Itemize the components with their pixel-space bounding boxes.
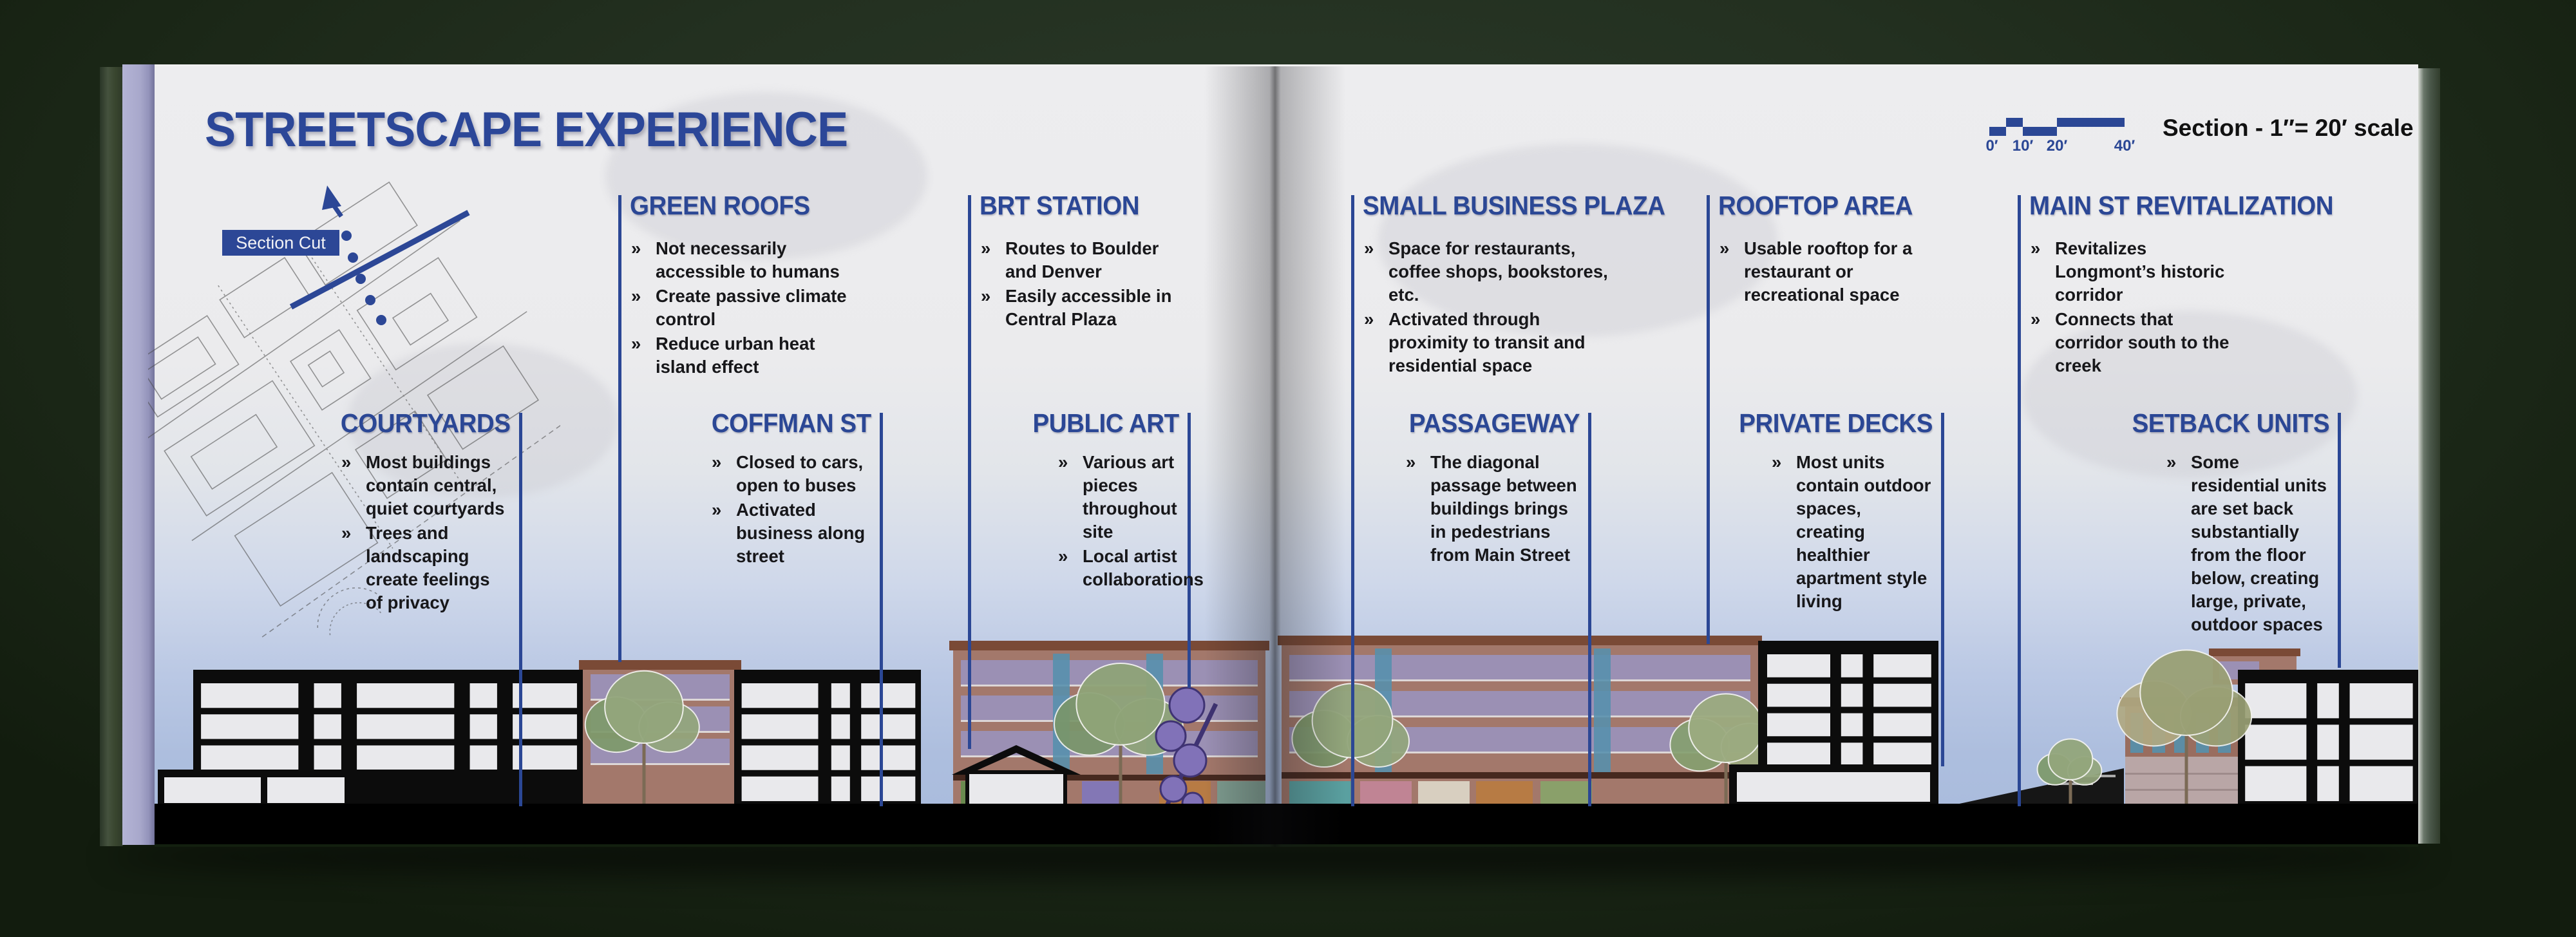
bullet-text: Some residential units are set back substantially from the floor below, creating large, private, outdoor spaces: [2191, 452, 2327, 634]
section-title: SETBACK UNITS: [2132, 408, 2329, 438]
bullet-item: [630, 237, 868, 283]
bullet-text: Usable rooftop for a restaurant or recreational space: [1744, 238, 1913, 305]
section-title: COFFMAN ST: [712, 408, 871, 438]
section-title: SMALL BUSINESS PLAZA: [1363, 191, 1665, 220]
bullet-text: Trees and landscaping create feelings of privacy: [366, 523, 490, 612]
bullet-item: [980, 237, 1173, 283]
section-bullet-list: [980, 237, 1173, 331]
section-title: COURTYARDS: [341, 408, 511, 438]
bullet-marker: »: [1719, 238, 1730, 258]
bullet-text: Local artist collaborations: [1083, 546, 1204, 589]
section-column-setback-units: [2132, 408, 2329, 638]
section-cut-label: Section Cut: [222, 230, 339, 256]
bullet-marker: »: [631, 238, 641, 258]
bullet-marker: »: [631, 334, 641, 354]
section-column-coffman-st: [710, 408, 871, 569]
section-title: PASSAGEWAY: [1408, 408, 1580, 438]
tick-40: 40′: [2114, 137, 2136, 155]
section-bullet-list: [630, 237, 868, 379]
bullet-text: Reduce urban heat island effect: [656, 334, 815, 377]
tick-20: 20′: [2046, 137, 2068, 155]
section-bullet-list: [1405, 451, 1580, 567]
scale-tick-labels: [1985, 137, 2137, 155]
page-title: STREETSCAPE EXPERIENCE: [205, 102, 848, 157]
bullet-text: Routes to Boulder and Denver: [1005, 238, 1159, 281]
section-leader-line: [2338, 413, 2341, 668]
section-leader-line: [1351, 195, 1354, 806]
section-leader-line: [880, 413, 883, 806]
section-bullet-list: [340, 451, 511, 614]
section-leader-line: [1941, 413, 1944, 766]
page-edges-left: [100, 67, 123, 846]
section-leader-line: [2018, 195, 2021, 806]
section-leader-line: [1188, 413, 1191, 688]
bullet-item: [2029, 308, 2232, 377]
section-column-rooftop-area: [1718, 191, 1944, 308]
bullet-marker: »: [981, 286, 991, 306]
bullet-item: [1363, 237, 1620, 307]
page-edges-right: [2418, 68, 2440, 844]
bullet-item: [340, 451, 511, 520]
scale-caption: Section - 1″= 20′ scale: [2163, 115, 2414, 141]
section-title: PUBLIC ART: [1032, 408, 1179, 438]
bullet-item: [980, 285, 1173, 331]
section-column-passageway: [1405, 408, 1580, 568]
scale-bar: [1989, 118, 2125, 136]
section-leader-line: [1588, 413, 1591, 806]
bullet-text: Space for restaurants, coffee shops, bookstores, etc.: [1388, 238, 1608, 305]
tick-0: 0′: [1985, 137, 1998, 155]
bullet-item: [1057, 451, 1179, 544]
bullet-text: Most units contain outdoor spaces, creating healthier apartment style living: [1796, 452, 1931, 611]
bullet-marker: »: [712, 452, 722, 472]
bullet-text: Closed to cars, open to buses: [736, 452, 864, 495]
section-column-small-business-plaza: [1363, 191, 1665, 379]
bullet-marker: »: [1364, 238, 1374, 258]
bullet-marker: »: [1058, 546, 1068, 566]
bullet-marker: »: [712, 500, 722, 520]
bullet-text: Create passive climate control: [656, 286, 847, 329]
bullet-marker: »: [631, 286, 641, 306]
section-bullet-list: [1057, 451, 1204, 591]
bullet-marker: »: [2031, 309, 2041, 329]
tick-10: 10′: [2012, 137, 2034, 155]
bullet-item: [340, 522, 511, 614]
bullet-item: [1057, 545, 1204, 591]
section-column-green-roofs: [630, 191, 868, 380]
bullet-text: The diagonal passage between buildings brings in pedestrians from Main Street: [1430, 452, 1577, 565]
bullet-item: [2029, 237, 2232, 307]
section-title: GREEN ROOFS: [630, 191, 810, 220]
section-leader-line: [519, 413, 522, 806]
bullet-text: Connects that corridor south to the creek: [2055, 309, 2230, 375]
section-bullet-list: [1770, 451, 1933, 613]
bullet-text: Not necessarily accessible to humans: [656, 238, 840, 281]
bullet-item: [710, 498, 871, 568]
bullet-text: Most buildings contain central, quiet courtyards: [366, 452, 505, 518]
section-column-private-decks: [1739, 408, 1933, 614]
bullet-item: [630, 285, 868, 331]
bullet-text: Activated business along street: [736, 500, 866, 566]
bullet-item: [1718, 237, 1944, 307]
bullet-item: [710, 451, 871, 497]
section-bullet-list: [1363, 237, 1620, 377]
bullet-text: Revitalizes Longmont’s historic corridor: [2055, 238, 2225, 305]
bullet-marker: »: [981, 238, 991, 258]
section-bullet-list: [2029, 237, 2232, 377]
section-leader-line: [968, 195, 971, 749]
section-column-main-st-revitalization: [2029, 191, 2334, 379]
bullet-item: [1363, 308, 1620, 377]
bullet-marker: »: [1058, 452, 1068, 472]
section-leader-line: [1707, 195, 1710, 644]
bullet-item: [630, 332, 868, 379]
bullet-text: Easily accessible in Central Plaza: [1005, 286, 1172, 329]
bullet-marker: »: [1406, 452, 1416, 472]
bullet-item: [1405, 451, 1580, 567]
bullet-marker: »: [341, 523, 352, 543]
bullet-marker: »: [341, 452, 352, 472]
bullet-text: Various art pieces throughout site: [1083, 452, 1177, 542]
section-title: ROOFTOP AREA: [1718, 191, 1913, 220]
section-bullet-list: [710, 451, 871, 568]
section-column-public-art: [1032, 408, 1204, 592]
bullet-item: [1770, 451, 1933, 613]
section-bullet-list: [1718, 237, 1944, 307]
section-bullet-list: [2165, 451, 2329, 636]
section-column-courtyards: [340, 408, 511, 616]
bullet-item: [2165, 451, 2329, 636]
page-gutter: [1204, 66, 1346, 847]
bullet-marker: »: [2031, 238, 2041, 258]
bullet-marker: »: [1772, 452, 1782, 472]
bullet-marker: »: [2166, 452, 2177, 472]
section-title: BRT STATION: [980, 191, 1140, 220]
section-leader-line: [618, 195, 621, 662]
section-title: PRIVATE DECKS: [1739, 408, 1933, 438]
section-title: MAIN ST REVITALIZATION: [2029, 191, 2334, 220]
bullet-marker: »: [1364, 309, 1374, 329]
section-column-brt-station: [980, 191, 1173, 332]
bullet-text: Activated through proximity to transit and residential space: [1388, 309, 1586, 375]
